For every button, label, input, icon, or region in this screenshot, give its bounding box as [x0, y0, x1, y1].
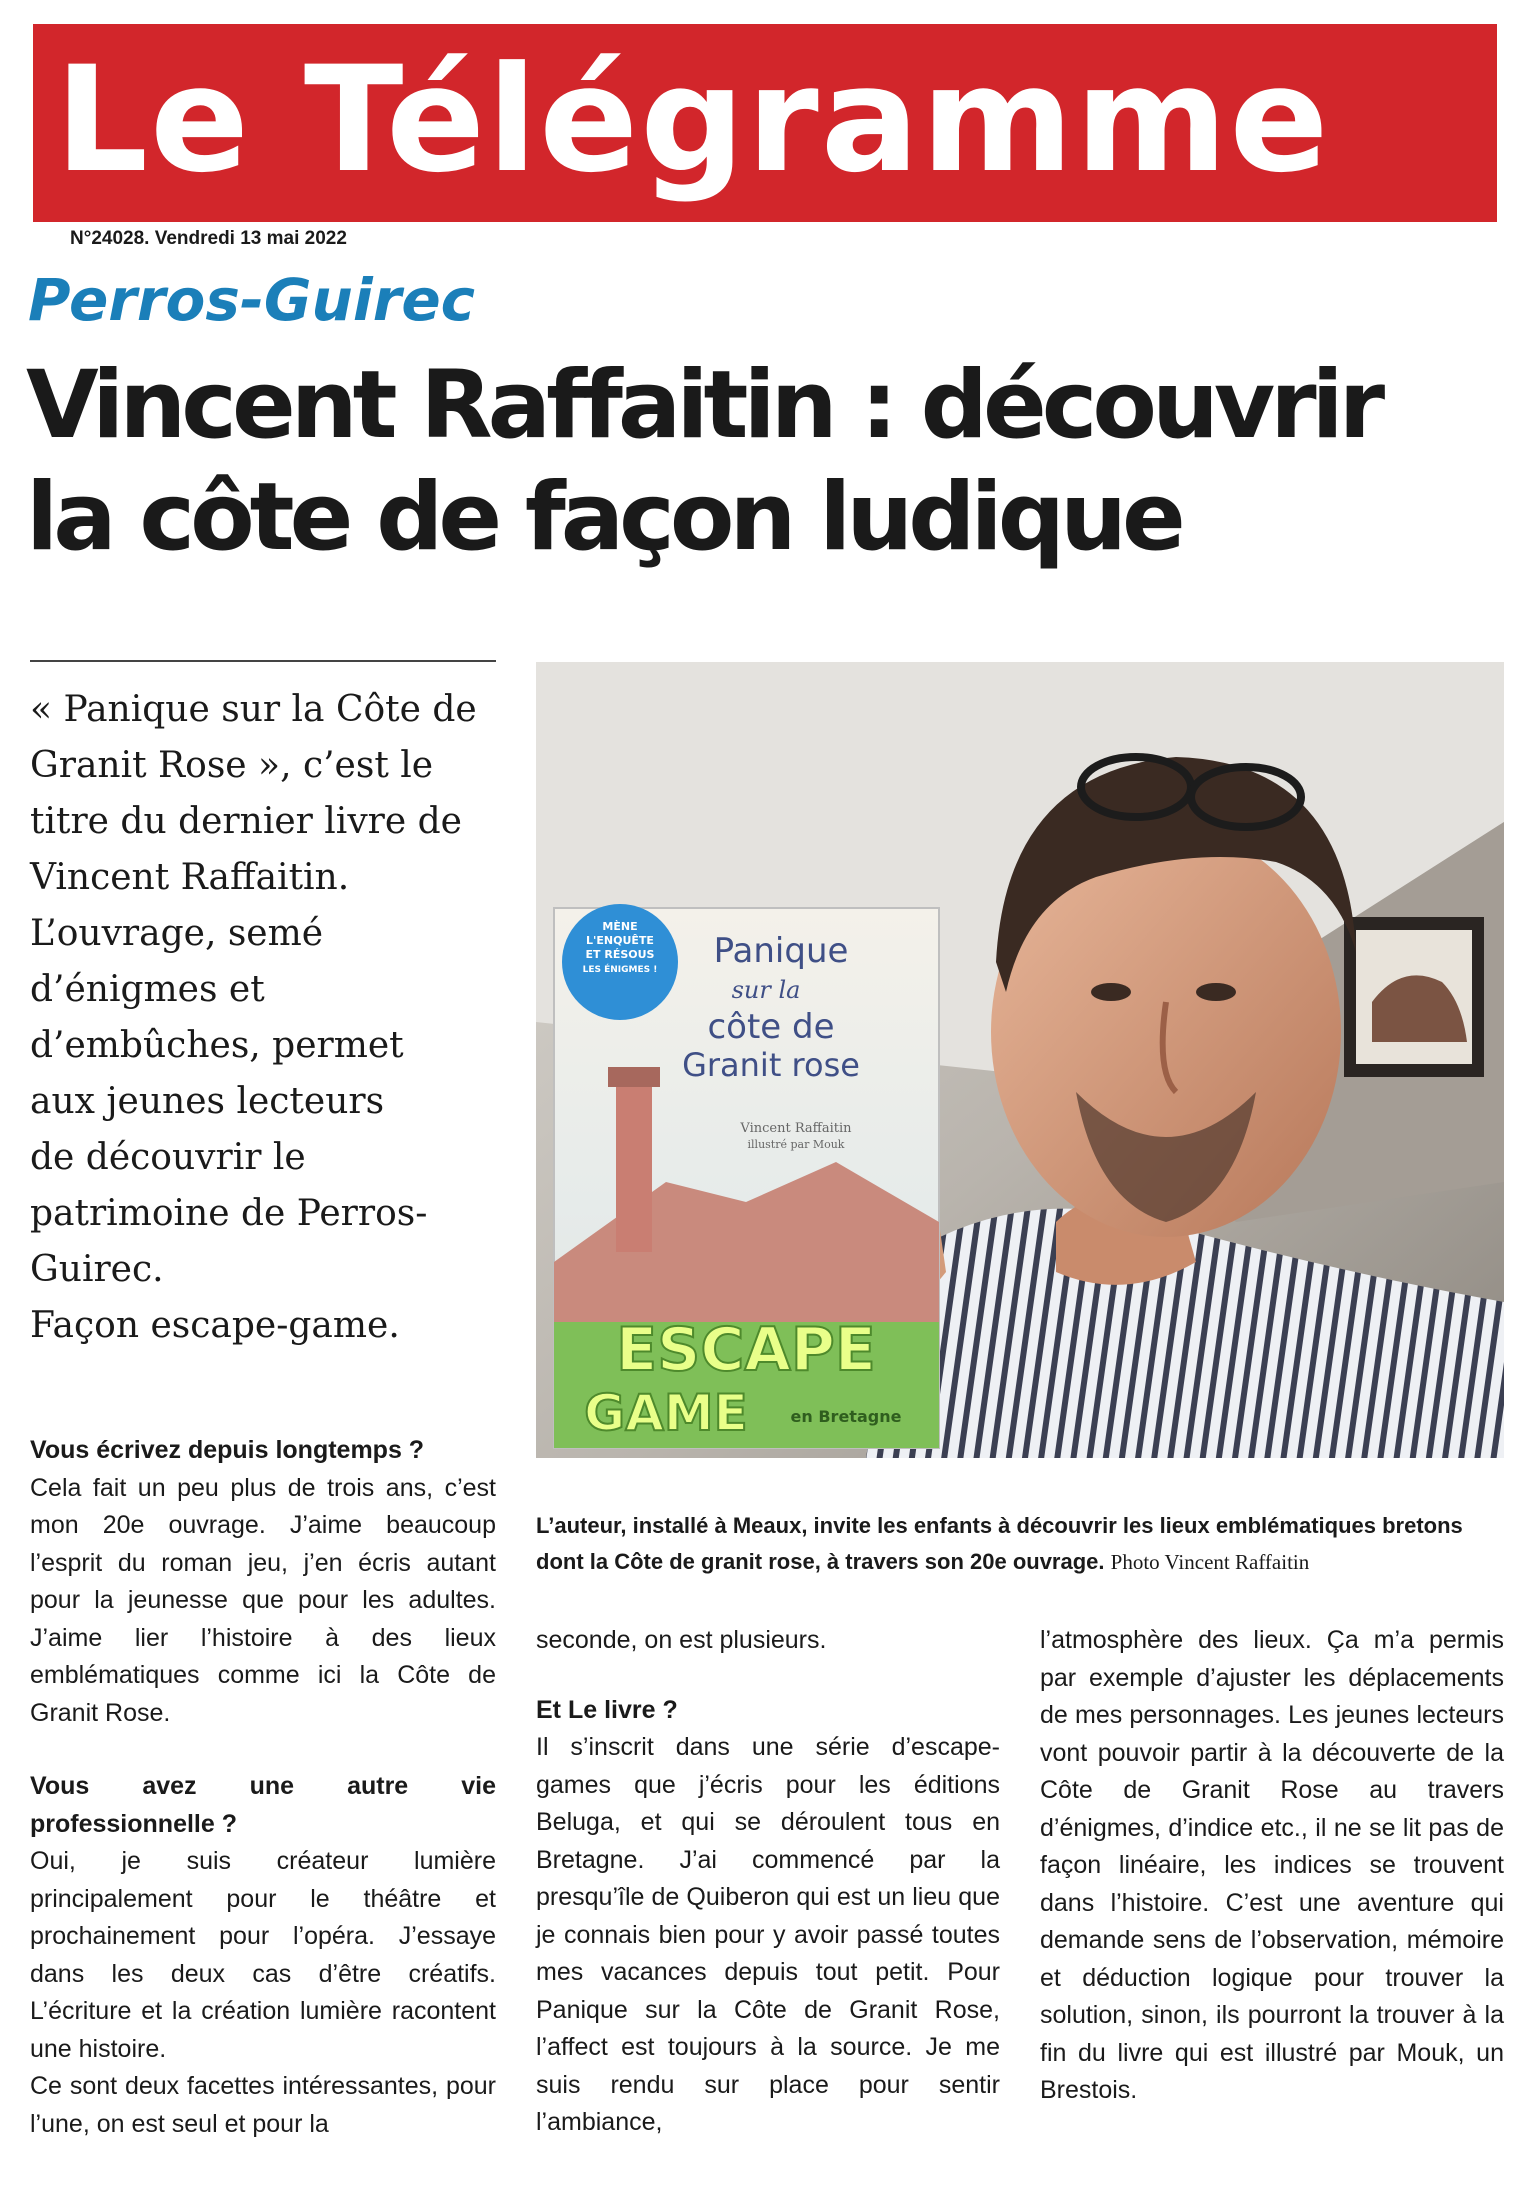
- photo-caption: [536, 1508, 1504, 1580]
- article-column-2: [536, 1622, 1000, 2142]
- article-column-3: [1040, 1622, 1504, 2110]
- book-illustrator: illustré par Mouk: [747, 1138, 845, 1151]
- masthead: [33, 24, 1497, 222]
- book-series-escape: ESCAPE: [616, 1315, 876, 1385]
- headline-line: la côte de façon ludique: [26, 463, 1181, 572]
- book-title-line: Granit rose: [682, 1046, 860, 1084]
- lead-line: « Panique sur la Côte de: [30, 689, 477, 730]
- lead-line: Façon escape-game.: [30, 1305, 400, 1346]
- divider: [30, 660, 496, 662]
- lead-line: d’énigmes et: [30, 969, 265, 1010]
- lead-line: aux jeunes lecteurs: [30, 1081, 385, 1122]
- lead-line: Guirec.: [30, 1249, 164, 1290]
- headline: [26, 350, 1516, 574]
- interview-answer: Cela fait un peu plus de trois ans, c’est mon 20e ouvrage. J’aime beaucoup l’esprit du roman jeu, j’en écris autant pour la jeunesse que pour les adultes. J’aime lier l’histoire à des lieux emblématiques comme ici la Côte de Granit Rose.: [30, 1473, 496, 1727]
- book-author: Vincent Raffaitin: [740, 1121, 852, 1136]
- lead-line: Granit Rose », c’est le: [30, 745, 434, 786]
- interview-answer: Ce sont deux facettes intéressantes, pour l’une, on est seul et pour la: [30, 2072, 496, 2138]
- book-badge-line: L'ENQUÊTE: [586, 934, 654, 947]
- book-badge-line: ET RÉSOUS: [585, 948, 655, 961]
- book-title-line: sur la: [731, 976, 801, 1004]
- article-photo: [536, 662, 1504, 1458]
- article-column-1: [30, 1432, 496, 2143]
- book-title-line: côte de: [707, 1007, 835, 1047]
- issue-date: N°24028. Vendredi 13 mai 2022: [70, 228, 347, 249]
- kicker-location: Perros-Guirec: [28, 266, 476, 334]
- interview-answer: l’atmosphère des lieux. Ça m’a permis par exemple d’ajuster les déplacements de mes personnages. Les jeunes lecteurs vont pouvoir partir à la découverte de la Côte de Granit Rose au travers d’énigmes, d’indice etc., il ne se lit pas de façon linéaire, les indices se trouvent dans l’histoire. C’est une aventure qui demande sens de l’observation, mémoire et déduction logique pour trouver la solution, sinon, ils pourront la trouver à la fin du livre qui est illustré par Mouk, un Brestois.: [1040, 1626, 1504, 2104]
- lead-line: de découvrir le: [30, 1137, 306, 1178]
- book-title-line: Panique: [713, 931, 849, 971]
- interview-answer: Il s’inscrit dans une série d’escape-games que j’écris pour les éditions Beluga, et qui se déroulent tous en Bretagne. J’ai commencé par la presqu’île de Quiberon qui est un lieu que je connais bien pour y avoir passé toutes mes vacances depuis tout petit. Pour Panique sur la Côte de Granit Rose, l’affect est toujours à la source. Je me suis rendu sur place pour sentir l’ambiance,: [536, 1733, 1000, 2136]
- interview-answer: seconde, on est plusieurs.: [536, 1626, 827, 1654]
- headline-line: Vincent Raffaitin : découvrir: [26, 351, 1381, 460]
- interview-answer: Oui, je suis créateur lumière principalement pour le théâtre et prochainement pour l’opéra. J’essaye dans les deux cas d’être créatifs. L’écriture et la création lumière racontent une histoire.: [30, 1847, 496, 2063]
- masthead-title: Le Télégramme: [55, 35, 1331, 205]
- lead-line: patrimoine de Perros-: [30, 1193, 428, 1234]
- lead-paragraph: [30, 682, 510, 1354]
- book-series-region: en Bretagne: [790, 1407, 902, 1426]
- caption-text: L’auteur, installé à Meaux, invite les enfants à découvrir les lieux emblématiques bretons dont la Côte de granit rose, à travers son 20e ouvrage.: [536, 1513, 1463, 1574]
- book-series-game: GAME: [584, 1384, 748, 1442]
- photo-illustration: [536, 662, 1504, 1458]
- lead-line: d’embûches, permet: [30, 1025, 404, 1066]
- interview-question: Et Le livre ?: [536, 1695, 678, 1724]
- interview-question: Vous écrivez depuis longtemps ?: [30, 1436, 425, 1464]
- lead-line: titre du dernier livre de: [30, 801, 462, 842]
- lead-line: L’ouvrage, semé: [30, 913, 324, 954]
- interview-question: Vous avez une autre vie professionnelle ?: [30, 1772, 496, 1838]
- lead-line: Vincent Raffaitin.: [30, 857, 350, 898]
- book-badge-line: LES ÉNIGMES !: [582, 965, 658, 975]
- photo-credit: Photo Vincent Raffaitin: [1110, 1550, 1310, 1574]
- book-badge-line: MÈNE: [602, 920, 638, 933]
